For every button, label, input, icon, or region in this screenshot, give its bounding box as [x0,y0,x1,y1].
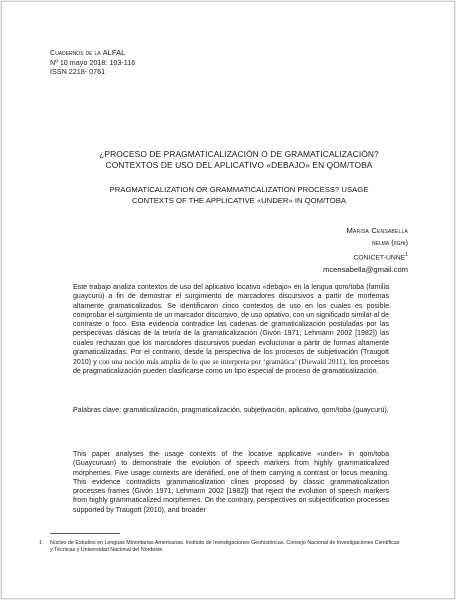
abstract-english [73,450,389,515]
author-name: Marisa Censabella [346,226,408,235]
journal-name-acronym: ALFAL [102,48,126,57]
abstract-spanish-serif-segment: con una noción más amplia de lo que se interpreta por ‘gramática’ (Diewald 2011), [98,357,348,366]
abstract-spanish-text-end: los procesos de pragmaticalización pueden clasificarse como un tipo especial de proceso de gramaticalización. [73,359,390,376]
author-block [323,225,408,276]
author-email: mcensabella@gmail.com [323,265,408,275]
journal-name [50,48,135,58]
title-english [50,185,428,206]
footnote-divider [50,533,120,534]
footnote [39,540,400,555]
journal-name-prefix: Cuadernos de la [50,48,103,57]
journal-header [50,48,135,77]
keywords-spanish-text: Palabras clave: gramaticalización, pragmaticalización, subjetivación, aplicativo, qom/toba (guaycurú). [73,407,389,414]
abstract-spanish [73,283,389,377]
author-affiliation-1: nelma (iighi) [371,238,408,247]
journal-issue: Nº 10 mayo 2018: 103-116 [50,57,136,67]
footnote-text: Núcleo de Estudios en Lenguas Minoritarias Americanas. Instituto de Investigaciones Geohistóricas. Consejo Nacional de Investigaciones Científicas y Técnicas y Universidad Nacional del Nordeste. [50,540,400,554]
affiliation-text: CONICET-UNNE [353,254,406,262]
abstract-english-text: This paper analyses the usage contexts of the locative applicative «under» in qom/toba (Guaycuruan) to demonstrate the evolution of speech markers from highly grammaticalized morphemes. Five usage contexts are identified, one of them carrying a contrast or focus meaning. This evidence contradicts grammaticalization clines proposed by classic grammaticalization processes frames (Givón 1971; Lehmann 2002 [1982]) that reject the evolution of speech markers from highly grammaticalized morphemes. On the contrary, perspectives on subjectification processes supported by Traugott (2010), and broader [73,451,389,514]
footnote-number: 1 [39,540,42,546]
title-spanish-line2: CONTEXTOS DE USO DEL APLICATIVO «DEBAJO» EN QOM/TOBA [105,160,373,170]
title-english-line2: CONTEXTS OF THE APPLICATIVE «UNDER» IN QOM/TOBA [131,195,346,205]
author-affiliation-2 [323,249,408,264]
abstract-spanish-text: Este trabajo analiza contextos de uso del aplicativo locativo «debajo» en la lengua qom/toba (familia guaycurú) a fin de demostrar el surgimiento de marcadores discursivos a partir de morfemas altamente gramaticalizados. Se identificaron cinco contextos de uso en los cuales es posible comprobar el surgimiento de un marcador discursivo, de uso optativo, con un significado similar al de contraste o foco. Esta evidencia contradice las cadenas de gramaticalización postuladas por las perspectivas clásicas de la teoría de la gramaticalización (Givón 1971; Lehmann 2002 [1982]) las cuales rechazan que los marcadores discursivos puedan evolucionar a partir de formas altamente gramaticalizadas. Por el contrario, desde la perspectiva de los procesos de subjetivación (Traugott 2010) y [73,284,389,366]
journal-issn: ISSN 2218- 0761 [50,67,106,77]
title-english-line1: PRAGMATICALIZATION OR GRAMMATICALIZATION PROCESS? USAGE [109,185,369,194]
footnote-marker: 1 [405,252,408,258]
article-page [1,1,455,599]
keywords-spanish [73,406,389,415]
title-spanish [50,149,428,171]
title-spanish-line1: ¿PROCESO DE PRAGMATICALIZACIÓN O DE GRAMATICALIZACIÓN? [99,149,379,159]
